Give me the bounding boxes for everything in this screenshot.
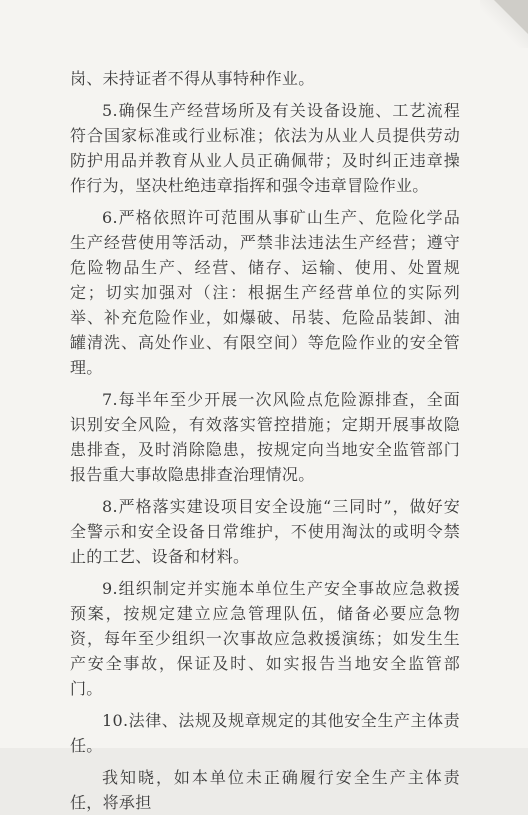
- paragraph-continuation: 岗、未持证者不得从事特种作业。: [70, 69, 315, 88]
- paragraph-acknowledgement: 我知晓，如本单位未正确履行安全生产主体责任，将承担: [70, 768, 460, 812]
- paragraph-item-9: 9.组织制定并实施本单位生产安全事故应急救援预案，按规定建立应急管理队伍，储备必要应急物资，每年至少组织一次事故应急救援演练；如发生生产安全事故，保证及时、如实报告当地安全监管部门。: [70, 579, 460, 698]
- document-body: [70, 66, 460, 815]
- paragraph-item-10: 10.法律、法规及规章规定的其他安全生产主体责任。: [70, 711, 460, 755]
- paragraph-item-8: 8.严格落实建设项目安全设施“三同时”，做好安全警示和安全设备日常维护，不使用淘汰的或明令禁止的工艺、设备和材料。: [70, 497, 460, 566]
- page-corner-fold: [494, 0, 528, 34]
- paragraph-item-6: 6.严格依照许可范围从事矿山生产、危险化学品生产经营使用等活动，严禁非法违法生产经营；遵守危险物品生产、经营、储存、运输、使用、处置规定；切实加强对（注：根据生产经营单位的实际列举、补充危险作业，如爆破、吊装、危险品装卸、油罐清洗、高处作业、有限空间）等危险作业的安全管理。: [70, 208, 460, 377]
- paragraph-item-5: 5.确保生产经营场所及有关设备设施、工艺流程符合国家标准或行业标准；依法为从业人员提供劳动防护用品并教育从业人员正确佩带；及时纠正违章操作行为，坚决杜绝违章指挥和强令违章冒险作业。: [70, 101, 460, 195]
- paragraph-item-7: 7.每半年至少开展一次风险点危险源排查，全面识别安全风险，有效落实管控措施；定期开展事故隐患排查，及时消除隐患，按规定向当地安全监管部门报告重大事故隐患排查治理情况。: [70, 390, 460, 484]
